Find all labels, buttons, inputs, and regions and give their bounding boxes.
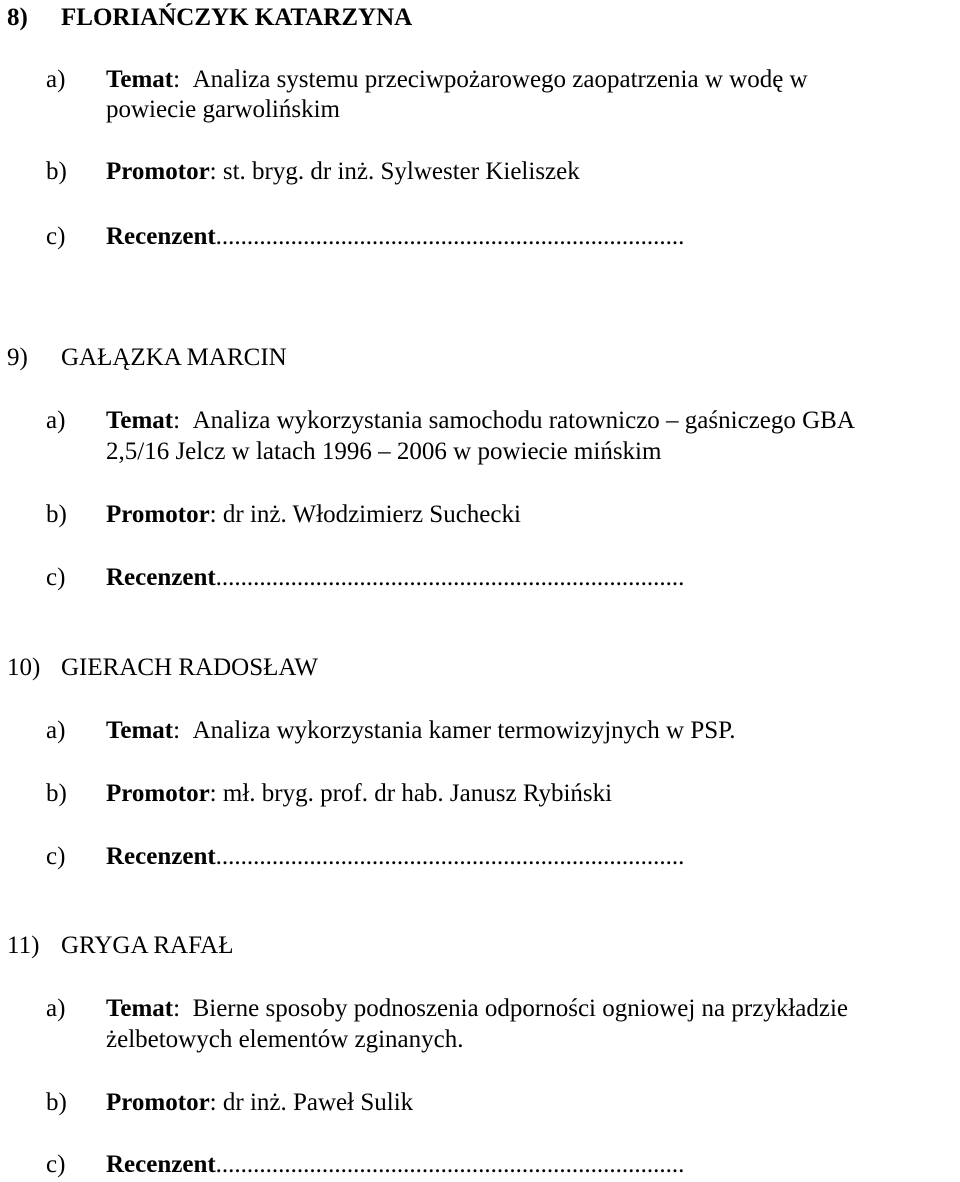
student-name: GRYGA RAFAŁ (61, 932, 234, 959)
temat-label: Temat (106, 717, 174, 744)
temat-text: Analiza wykorzystania samochodu ratowniczo – gaśniczego GBA (192, 407, 855, 434)
list-marker: b) (46, 501, 67, 528)
student-name: GIERACH RADOSŁAW (61, 654, 319, 681)
student-name: GAŁĄZKA MARCIN (61, 344, 287, 371)
document-page: 8) FLORIAŃCZYK KATARZYNA a) Temat: Analiza systemu przeciwpożarowego zaopatrzenia w wodę w powiecie garwolińskim b) Promotor: st. bryg. dr inż. Sylwester Kieliszek c) Recenzent........................................................................... 9) GAŁĄZKA MARCIN a) Temat: Analiza wykorzystania samochodu ratowniczo – gaśniczego GBA 2,5/16 Jelcz w latach 1996 – 2006 w powiecie mińskim b) Promotor: dr inż. Włodzimierz Suchecki c) Recenzent........................................................................... 10) GIERACH RADOSŁAW a) Temat: Analiza wykorzystania kamer termowizyjnych w PSP. b) Promotor: mł. bryg. prof. dr hab. Janusz Rybiński c) Recenzent........................................................................... 11) GRYGA RAFAŁ a) Temat: Bierne sposoby podnoszenia odporności ogniowej na przykładzie żelbetowych elementów zginanych. b) Promotor: dr inż. Paweł Sulik c) Recenzent........................................................................... (7, 4, 855, 1178)
list-marker: c) (46, 1151, 66, 1178)
temat-label: Temat (106, 995, 174, 1022)
recenzent-dots: ........................................................................... (215, 843, 685, 870)
temat-label: Temat (106, 407, 174, 434)
temat-text: Analiza wykorzystania kamer termowizyjnych w PSP. (192, 717, 736, 744)
list-marker: a) (46, 995, 66, 1022)
recenzent-label: Recenzent (106, 223, 216, 250)
entry-number: 10) (7, 654, 41, 681)
promotor-name: dr inż. Paweł Sulik (222, 1089, 414, 1116)
entry-number: 8) (7, 4, 28, 31)
entry-number: 11) (7, 932, 40, 959)
list-marker: b) (46, 158, 67, 185)
list-marker: b) (46, 1089, 67, 1116)
student-name: FLORIAŃCZYK KATARZYNA (61, 4, 413, 31)
temat-text: Bierne sposoby podnoszenia odporności ogniowej na przykładzie (192, 995, 848, 1022)
list-marker: a) (46, 407, 66, 434)
recenzent-label: Recenzent (106, 564, 216, 591)
temat-text: Analiza systemu przeciwpożarowego zaopatrzenia w wodę w (192, 66, 808, 93)
promotor-label: Promotor (106, 1089, 210, 1116)
recenzent-dots: ........................................................................... (215, 564, 685, 591)
entry-number: 9) (7, 344, 28, 371)
temat-text: żelbetowych elementów zginanych. (106, 1026, 464, 1053)
recenzent-dots: ........................................................................... (215, 223, 685, 250)
promotor-label: Promotor (106, 780, 210, 807)
recenzent-label: Recenzent (106, 1151, 216, 1178)
list-marker: b) (46, 780, 67, 807)
list-marker: c) (46, 843, 66, 870)
recenzent-label: Recenzent (106, 843, 216, 870)
list-marker: c) (46, 564, 66, 591)
promotor-name: st. bryg. dr inż. Sylwester Kieliszek (222, 158, 580, 185)
promotor-label: Promotor (106, 501, 210, 528)
temat-text: powiecie garwolińskim (106, 96, 340, 123)
promotor-name: dr inż. Włodzimierz Suchecki (222, 501, 521, 528)
temat-text: 2,5/16 Jelcz w latach 1996 – 2006 w powiecie mińskim (106, 438, 662, 465)
recenzent-dots: ........................................................................... (215, 1151, 685, 1178)
promotor-label: Promotor (106, 158, 210, 185)
list-marker: a) (46, 717, 66, 744)
list-marker: c) (46, 223, 66, 250)
list-marker: a) (46, 66, 66, 93)
promotor-name: mł. bryg. prof. dr hab. Janusz Rybiński (222, 780, 613, 807)
temat-label: Temat (106, 66, 174, 93)
